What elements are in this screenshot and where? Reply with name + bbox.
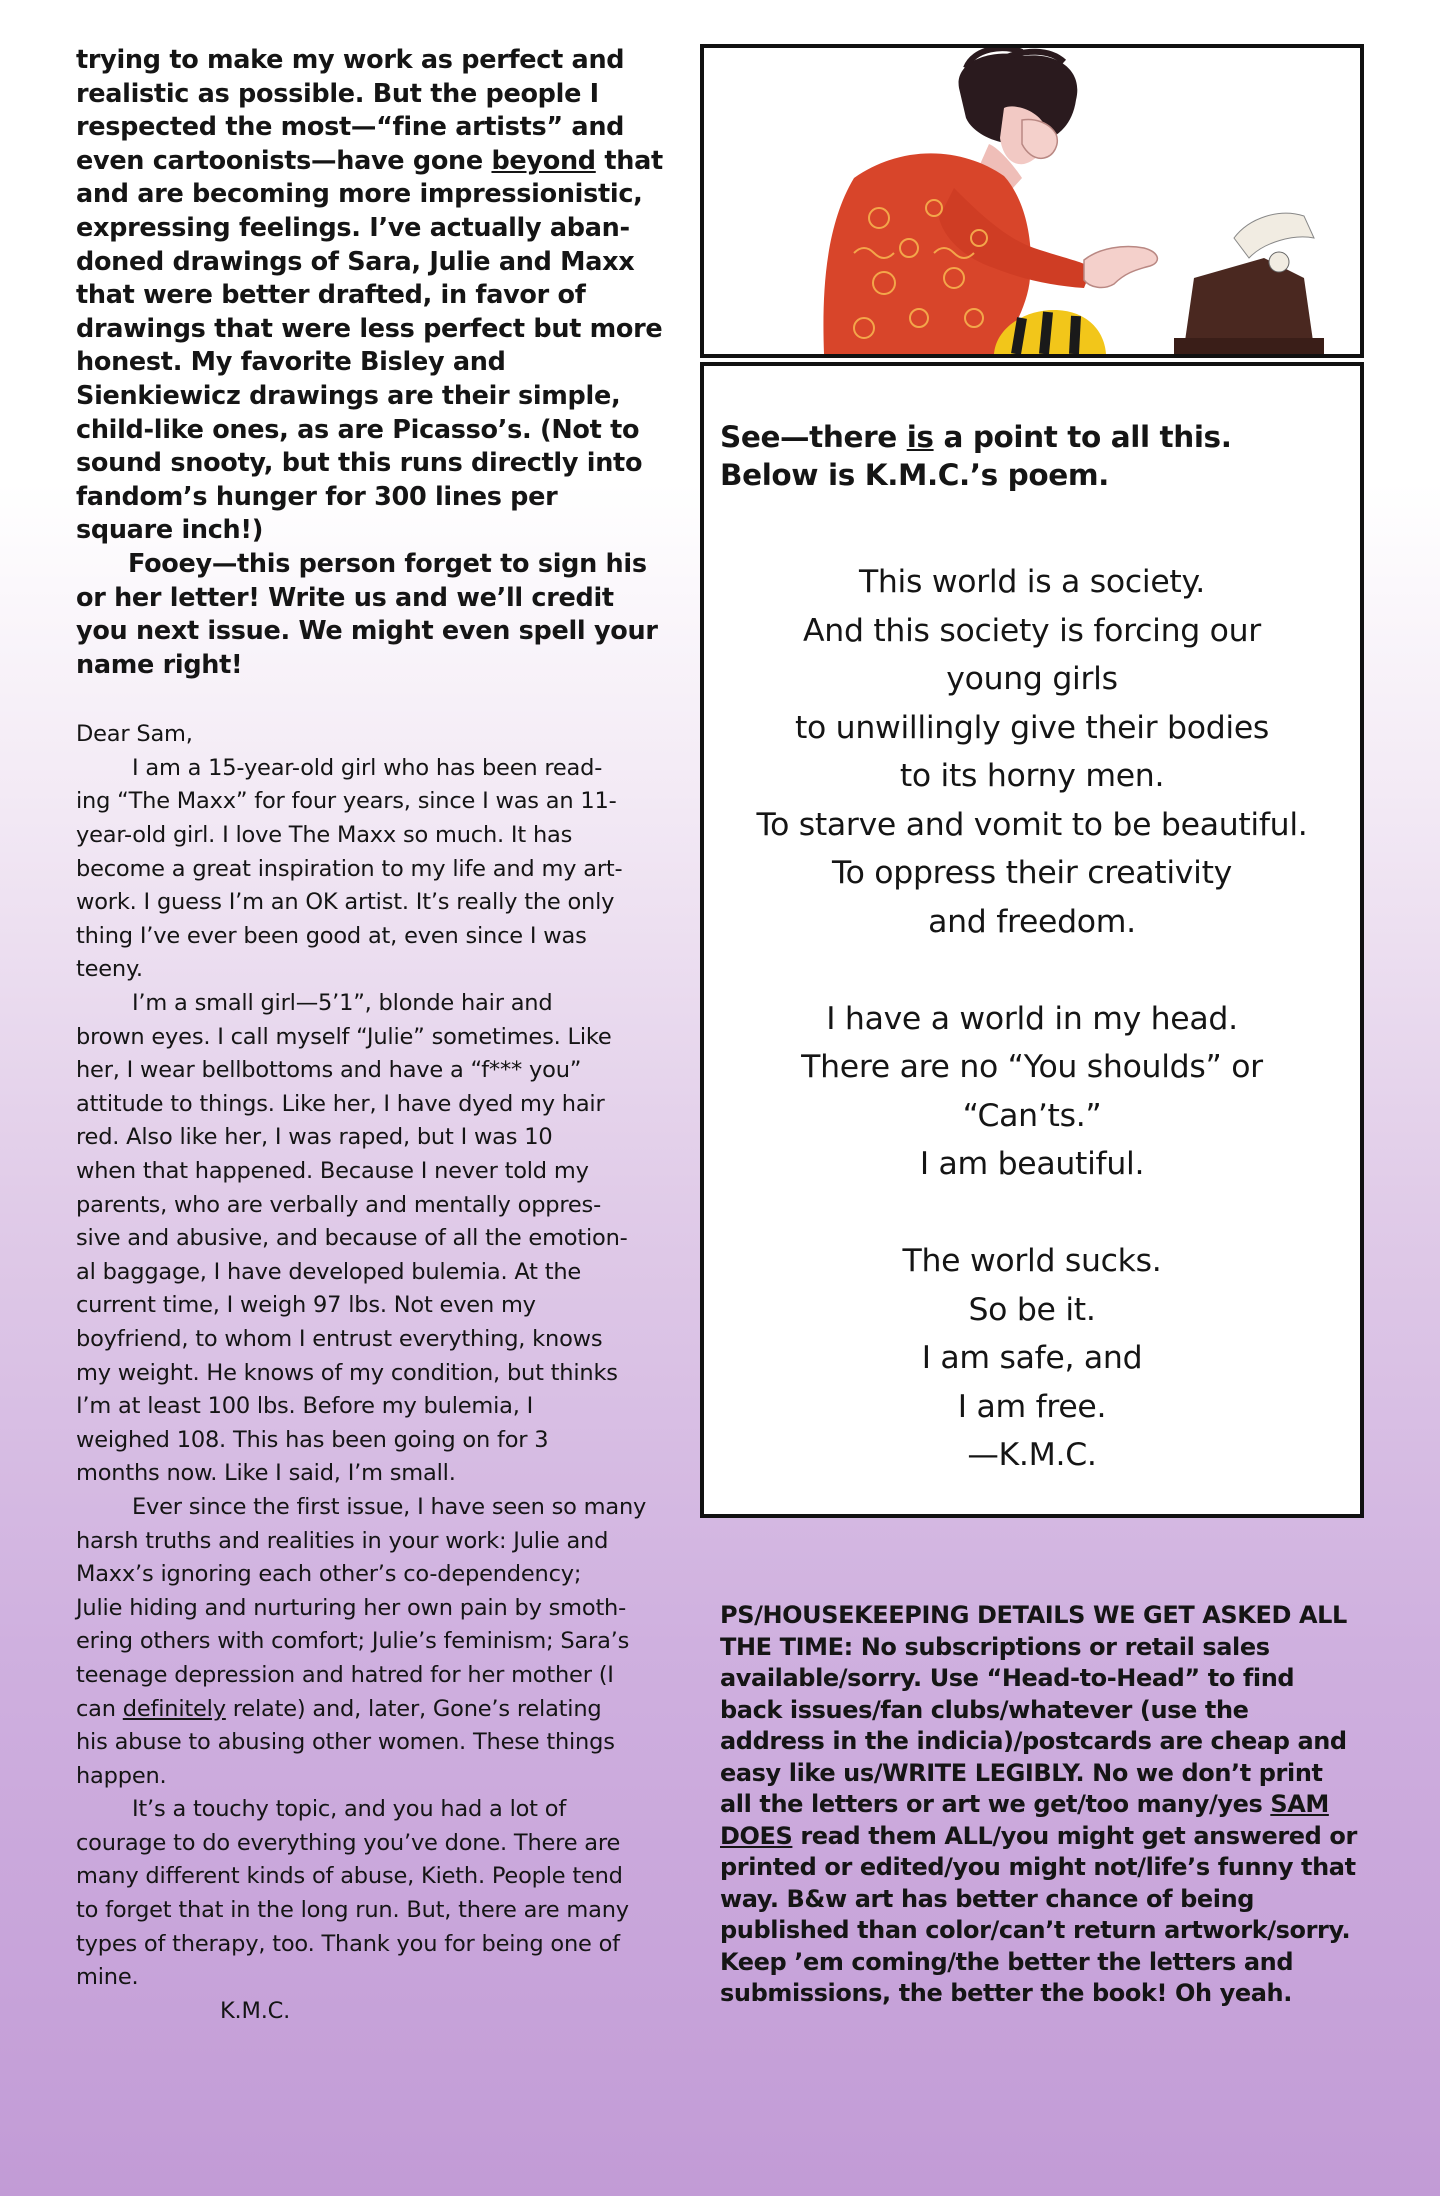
poem	[704, 558, 1360, 1528]
poem-line: young girls	[946, 661, 1118, 697]
left-column	[76, 44, 666, 2028]
reply-line: child-like ones, as are Picasso’s. (Not to	[76, 414, 640, 445]
poem-intro	[720, 418, 1360, 494]
housekeeping-text: read them ALL/you might get answered or printed or edited/you might not/life’s funny that way. B&w art has better chance of being published than color/can’t return artwork/sorry. Keep ’em coming/the better the letters and submissions, the better the book! Oh yeah.	[720, 1821, 1357, 2007]
letter-line: harsh truths and realities in your work: Julie and	[76, 1527, 609, 1554]
reply-line: doned drawings of Sara, Julie and Maxx	[76, 246, 635, 277]
letter-line: relate) and, later, Gone’s relating	[225, 1695, 602, 1722]
letter-line: courage to do everything you’ve done. There are	[76, 1829, 621, 1856]
underlined-word-definitely: definitely	[122, 1695, 226, 1722]
letter-paragraph-2	[76, 987, 666, 1491]
poem-line: And this society is forcing our	[803, 612, 1261, 649]
poem-line: I have a world in my head.	[826, 1000, 1238, 1037]
typewriter-base	[1174, 338, 1324, 354]
poem-box	[700, 362, 1364, 1518]
intro-text: a point to all this.	[933, 420, 1232, 454]
letter-line: teeny.	[76, 956, 143, 983]
typing-hand	[1084, 247, 1157, 288]
reply-line: honest. My favorite Bisley and	[76, 347, 506, 378]
typewriter-paper	[1234, 213, 1314, 258]
editor-reply	[76, 44, 666, 682]
letter-line: can	[76, 1695, 123, 1722]
letter-line: ing “The Maxx” for four years, since I was an 11-	[76, 788, 617, 815]
underlined-word-beyond: beyond	[491, 145, 596, 176]
letter-line: ering others with comfort; Julie’s feminism; Sara’s	[76, 1628, 630, 1655]
reply-footer-line: or her letter! Write us and we’ll credit	[76, 582, 614, 613]
poem-line: So be it.	[968, 1291, 1096, 1328]
poem-stanza-2	[704, 995, 1360, 1189]
reply-line: expressing feelings. I’ve actually aban-	[76, 212, 630, 243]
letter-line: I’m a small girl—5’1”, blonde hair and	[132, 990, 553, 1017]
poem-stanza-1	[704, 558, 1360, 946]
letter-line: boyfriend, to whom I entrust everything, knows	[76, 1325, 603, 1352]
letter-line: Maxx’s ignoring each other’s co-dependency;	[76, 1561, 582, 1588]
letter-line: his abuse to abusing other women. These things	[76, 1729, 615, 1756]
letter-line: Ever since the first issue, I have seen so many	[132, 1493, 647, 1520]
reader-letter	[76, 718, 666, 2028]
poem-line: I am safe, and	[921, 1340, 1143, 1376]
intro-text: Below is K.M.C.’s poem.	[720, 458, 1109, 492]
letter-line: I am a 15-year-old girl who has been read-	[132, 754, 603, 781]
reply-line: trying to make my work as perfect and	[76, 45, 625, 75]
letter-line: al baggage, I have developed bulemia. At the	[76, 1258, 582, 1285]
reply-line: that	[595, 145, 663, 176]
reply-footer-line: Fooey—this person forget to sign his	[128, 548, 647, 579]
letter-line: when that happened. Because I never told my	[76, 1158, 589, 1184]
letter-line: my weight. He knows of my condition, but thinks	[76, 1359, 618, 1386]
letter-line: happen.	[76, 1762, 167, 1789]
letter-line: sive and abusive, and because of all the emotion-	[76, 1225, 628, 1252]
letter-paragraph-3	[76, 1491, 666, 1793]
poem-line: The world sucks.	[902, 1243, 1162, 1279]
letter-line: I’m at least 100 lbs. Before my bulemia, I	[76, 1393, 534, 1420]
poem-line: I am free.	[957, 1388, 1107, 1425]
reply-line: square inch!)	[76, 515, 264, 546]
letter-line: It’s a touchy topic, and you had a lot of	[132, 1796, 567, 1823]
reply-line: fandom’s hunger for 300 lines per	[76, 481, 558, 512]
reply-line: respected the most—“fine artists” and	[76, 112, 625, 143]
reply-line: even cartoonists—have gone	[76, 145, 492, 176]
letter-line: many different kinds of abuse, Kieth. People tend	[76, 1863, 623, 1890]
poem-line: to its horny men.	[899, 758, 1165, 794]
poem-line: and freedom.	[928, 903, 1136, 940]
letter-line: Julie hiding and nurturing her own pain by smoth-	[76, 1594, 627, 1621]
letter-paragraph-1	[76, 752, 666, 987]
letter-line: weighed 108. This has been going on for 3	[76, 1426, 549, 1453]
poem-line: There are no “You shoulds” or	[801, 1049, 1263, 1085]
intro-text: See—there	[720, 420, 907, 454]
underlined-word-is: is	[906, 420, 934, 454]
poem-signature: —K.M.C.	[967, 1437, 1097, 1473]
reply-line: and are becoming more impressionistic,	[76, 179, 643, 210]
right-column	[700, 44, 1364, 1518]
letter-line: her, I wear bellbottoms and have a “f*** you”	[76, 1057, 582, 1084]
housekeeping-notice	[720, 1600, 1360, 2010]
letter-line: mine.	[76, 1964, 139, 1991]
poem-line: I am beautiful.	[919, 1146, 1145, 1182]
letter-line: months now. Like I said, I’m small.	[76, 1460, 456, 1487]
letter-line: brown eyes. I call myself “Julie” sometimes. Like	[76, 1023, 612, 1050]
underlined-sam-does: SAM DOES	[720, 1790, 1329, 1850]
poem-line: “Can’ts.”	[962, 1097, 1102, 1134]
letter-signature: K.M.C.	[220, 1997, 291, 2024]
letter-line: attitude to things. Like her, I have dyed my hair	[76, 1090, 605, 1117]
reply-footer-line: name right!	[76, 649, 243, 680]
poem-line: to unwillingly give their bodies	[794, 709, 1270, 746]
typewriter-body	[1184, 258, 1314, 348]
housekeeping-text: PS/HOUSEKEEPING DETAILS WE GET ASKED ALL THE TIME: No subscriptions or retail sales available/sorry. Use “Head-to-Head” to find back issues/fan clubs/whatever (use the address in the indicia)/postcards are cheap and easy like us/WRITE LEGIBLY. No we don’t print all the letters or art we get/too many/yes	[720, 1601, 1347, 1818]
poem-line: To oppress their creativity	[832, 855, 1232, 891]
woman-at-typewriter-illustration	[704, 48, 1360, 354]
reply-line: drawings that were less perfect but more	[76, 313, 663, 344]
letter-line: year-old girl. I love The Maxx so much. It has	[76, 822, 573, 849]
letter-line: teenage depression and hatred for her mother (I	[76, 1661, 614, 1688]
poem-line: To starve and vomit to be beautiful.	[756, 806, 1308, 843]
illustration-panel	[700, 44, 1364, 358]
letter-line: work. I guess I’m an OK artist. It’s really the only	[76, 889, 615, 916]
reply-line: sound snooty, but this runs directly into	[76, 448, 643, 479]
poem-stanza-3	[704, 1237, 1360, 1480]
poem-line: This world is a society.	[858, 564, 1206, 600]
letter-line: parents, who are verbally and mentally oppres-	[76, 1191, 601, 1218]
letter-line: current time, I weigh 97 lbs. Not even my	[76, 1292, 536, 1319]
letter-paragraph-4	[76, 1793, 666, 1995]
reply-line: Sienkiewicz drawings are their simple,	[76, 380, 621, 411]
letter-line: red. Also like her, I was raped, but I was 10	[76, 1124, 553, 1151]
reply-line: that were better drafted, in favor of	[76, 280, 586, 311]
letter-line: to forget that in the long run. But, there are many	[76, 1897, 629, 1924]
letter-line: thing I’ve ever been good at, even since I was	[76, 922, 587, 949]
reply-footer-line: you next issue. We might even spell your	[76, 616, 658, 647]
typewriter-knob	[1269, 252, 1289, 272]
letter-salutation: Dear Sam,	[76, 721, 193, 748]
reply-line: realistic as possible. But the people I	[76, 78, 599, 109]
letter-line: types of therapy, too. Thank you for being one of	[76, 1930, 620, 1957]
letter-line: become a great inspiration to my life and my art-	[76, 855, 623, 882]
